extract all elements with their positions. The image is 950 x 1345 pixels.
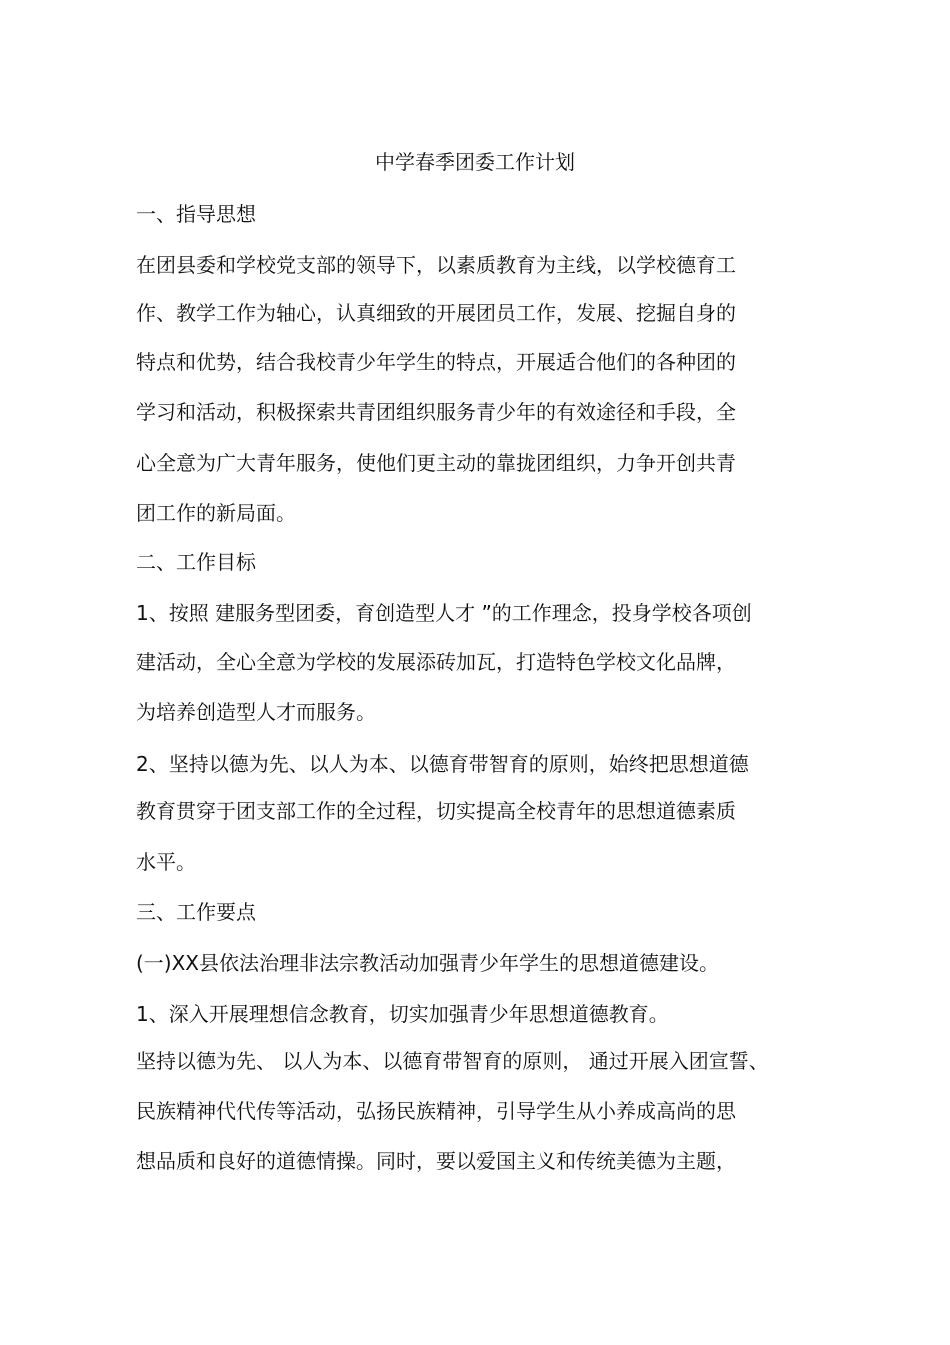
paragraph-line: 坚持以德为先、 以人为本、以德育带智育的原则， 通过开展入团宣誓、 — [136, 1049, 769, 1073]
paragraph-line: 学习和活动，积极探索共青团组织服务青少年的有效途径和手段，全 — [136, 400, 736, 424]
paragraph-line: 想品质和良好的道德情操。同时，要以爱国主义和传统美德为主题， — [136, 1149, 736, 1173]
paragraph-line: 特点和优势，结合我校青少年学生的特点，开展适合他们的各种团的 — [136, 350, 736, 374]
heading-guiding-ideology: 一、指导思想 — [136, 202, 256, 226]
paragraph-line: 为培养创造型人才而服务。 — [136, 700, 376, 724]
paragraph-line: 建活动，全心全意为学校的发展添砖加瓦，打造特色学校文化品牌， — [136, 650, 736, 674]
paragraph-line: 2、坚持以德为先、以人为本、以德育带智育的原则，始终把思想道德 — [136, 752, 749, 776]
paragraph-line: 作、教学工作为轴心，认真细致的开展团员工作，发展、挖掘自身的 — [136, 301, 736, 325]
paragraph-line: 1、按照 建服务型团委，育创造型人才 ”的工作理念，投身学校各项创 — [136, 601, 752, 625]
paragraph-line: 1、深入开展理想信念教育，切实加强青少年思想道德教育。 — [136, 1002, 669, 1026]
paragraph-line: 心全意为广大青年服务，使他们更主动的靠拢团组织，力争开创共青 — [136, 451, 736, 475]
paragraph-line: 水平。 — [136, 850, 196, 874]
paragraph-line: (一)XX县依法治理非法宗教活动加强青少年学生的思想道德建设。 — [136, 951, 720, 975]
heading-work-points: 三、工作要点 — [136, 900, 256, 924]
paragraph-line: 民族精神代代传等活动，弘扬民族精神，引导学生从小养成高尚的思 — [136, 1099, 736, 1123]
document-title: 中学春季团委工作计划 — [375, 150, 575, 174]
paragraph-line: 教育贯穿于团支部工作的全过程，切实提高全校青年的思想道德素质 — [136, 799, 736, 823]
heading-work-goals: 二、工作目标 — [136, 550, 256, 574]
paragraph-line: 团工作的新局面。 — [136, 501, 296, 525]
paragraph-line: 在团县委和学校党支部的领导下，以素质教育为主线，以学校德育工 — [136, 253, 736, 277]
